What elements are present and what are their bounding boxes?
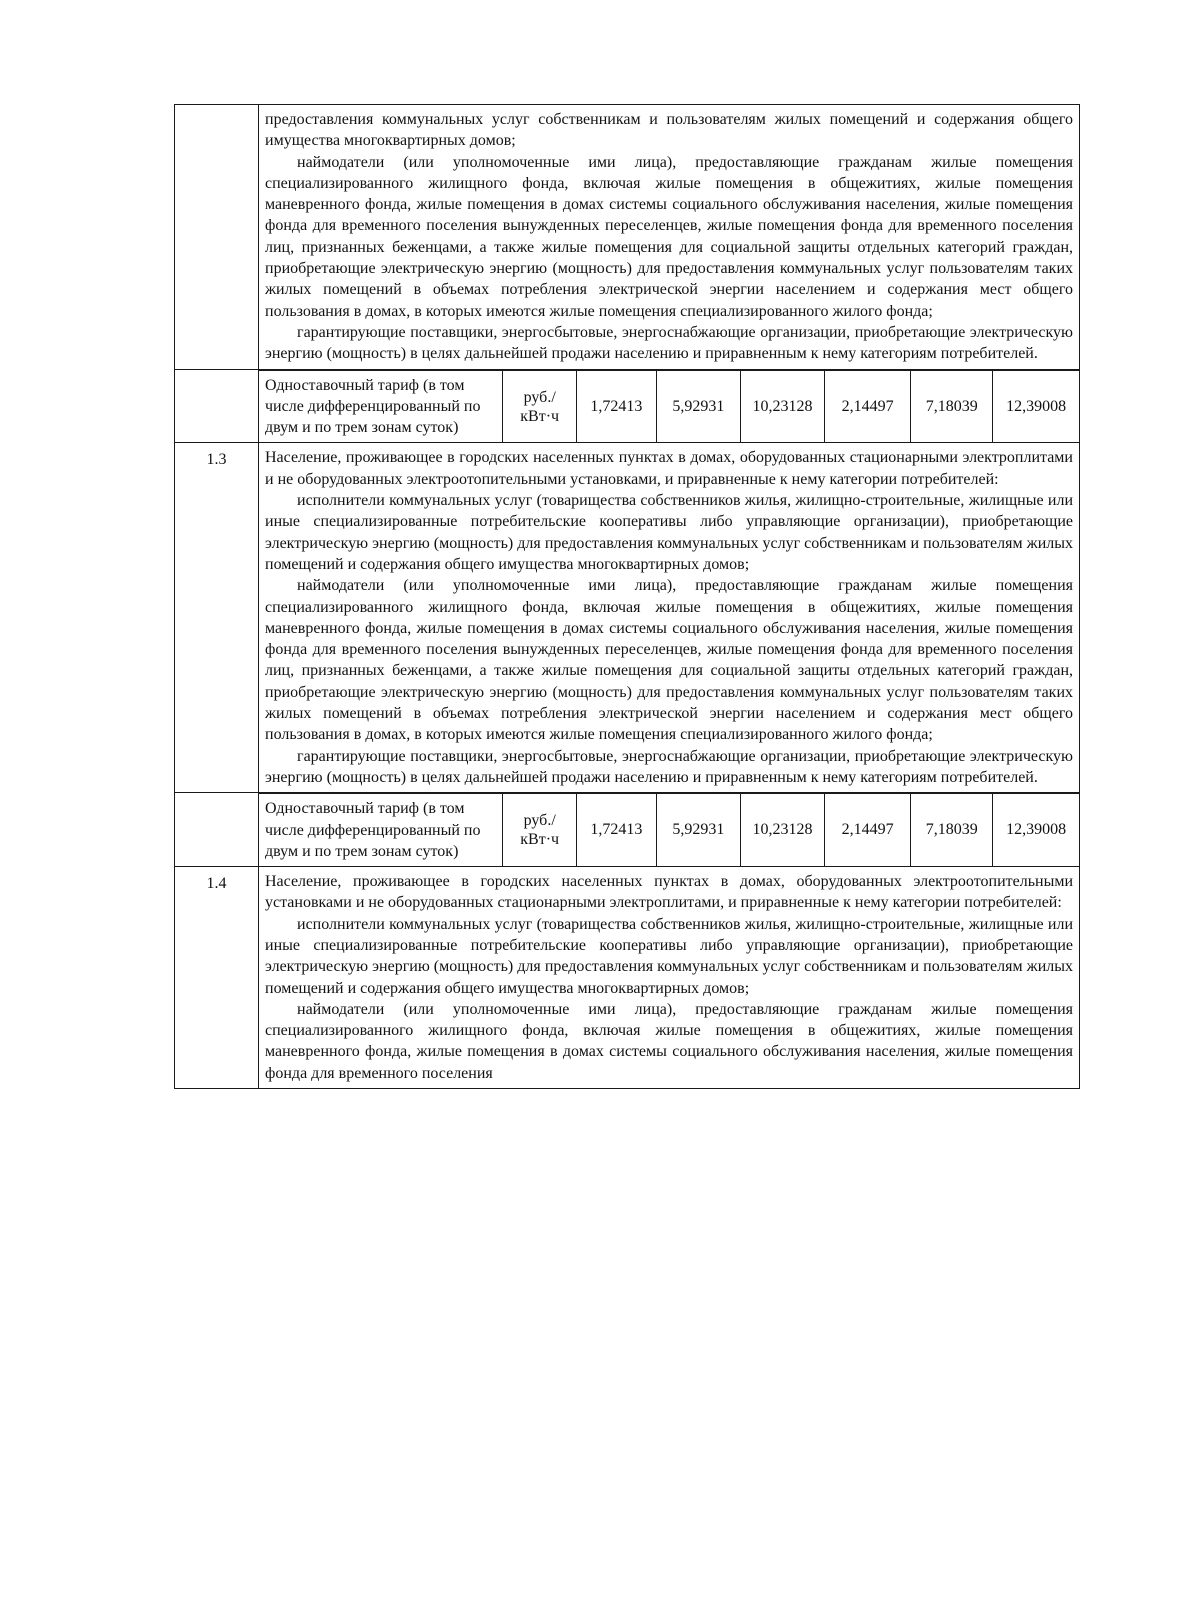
tariff-value: 10,23128 — [740, 370, 824, 442]
row-description — [259, 443, 1080, 793]
tariff-row — [259, 370, 1079, 442]
tariff-cell — [259, 793, 1080, 867]
tariff-label: Одноставочный тариф (в том числе дифференцированный по двум и по трем зонам суток) — [259, 794, 503, 866]
tariff-cell — [259, 369, 1080, 443]
tariff-label: Одноставочный тариф (в том числе дифференцированный по двум и по трем зонам суток) — [259, 370, 503, 442]
description-paragraph: наймодатели (или уполномоченные ими лица), предоставляющие гражданам жилые помещения специализированного жилищного фонда, включая жилые помещения в общежитиях, жилые помещения маневренного фонда, жилые помещения в домах системы социального обслуживания населения, жилые помещения фонда для временного поселения — [265, 1000, 1073, 1082]
tariff-value: 1,72413 — [576, 794, 656, 866]
table-row — [175, 443, 1080, 793]
description-paragraph: гарантирующие поставщики, энергосбытовые, энергоснабжающие организации, приобретающие электрическую энергию (мощность) в целях дальнейшей продажи населению и приравненным к нему категориям потребителей. — [265, 323, 1073, 363]
tariff-value: 10,23128 — [740, 794, 824, 866]
description-paragraph: исполнители коммунальных услуг (товарищества собственников жилья, жилищно-строительные, жилищные или иные специализированные потребительские кооперативы либо управляющие организации), приобретающие электрическую энергию (мощность) для предоставления коммунальных услуг собственникам и пользователям жилых помещений и содержания общего имущества многоквартирных домов; — [265, 492, 1073, 573]
description-paragraph: исполнители коммунальных услуг (товарищества собственников жилья, жилищно-строительные, жилищные или иные специализированные потребительские кооперативы либо управляющие организации), приобретающие электрическую энергию (мощность) для предоставления коммунальных услуг собственникам и пользователям жилых помещений и содержания общего имущества многоквартирных домов; — [265, 915, 1073, 997]
description-paragraph: предоставления коммунальных услуг собственникам и пользователям жилых помещений и содержания общего имущества многоквартирных домов; — [265, 111, 1073, 150]
row-description — [259, 105, 1080, 370]
description-paragraph: Население, проживающее в городских населенных пунктах в домах, оборудованных электроотопительными установками и не оборудованных стационарными электроплитами, и приравненные к нему категории потребителей: — [265, 873, 1073, 912]
tariff-value: 2,14497 — [825, 794, 911, 866]
tariff-row — [259, 794, 1079, 866]
tariff-value: 7,18039 — [911, 794, 993, 866]
tariff-value: 12,39008 — [993, 370, 1079, 442]
table-row — [175, 793, 1080, 867]
tariff-subtable — [259, 370, 1079, 443]
description-paragraph: наймодатели (или уполномоченные ими лица), предоставляющие гражданам жилые помещения специализированного жилищного фонда, включая жилые помещения в общежитиях, жилые помещения маневренного фонда, жилые помещения в домах системы социального обслуживания населения, жилые помещения фонда для временного поселения вынужденных переселенцев, жилые помещения фонда для временного поселения лиц, признанных беженцами, а также жилые помещения для социальной защиты отдельных категорий граждан, приобретающие электрическую энергию (мощность) для предоставления коммунальных услуг пользователям таких жилых помещений в объемах потребления электрической энергии населением и содержания мест общего пользования в домах, в которых имеются жилые помещения специализированного жилого фонда; — [265, 153, 1073, 320]
tariff-subtable — [259, 793, 1079, 866]
tariff-value: 5,92931 — [656, 370, 740, 442]
tariff-unit: руб./ кВт·ч — [503, 370, 577, 442]
description-paragraph: Население, проживающее в городских населенных пунктах в домах, оборудованных стационарными электроплитами и не оборудованных электроотопительными установками, и приравненные к нему категории потребителей: — [265, 449, 1073, 488]
description-paragraph: наймодатели (или уполномоченные ими лица), предоставляющие гражданам жилые помещения специализированного жилищного фонда, включая жилые помещения в общежитиях, жилые помещения маневренного фонда, жилые помещения в домах системы социального обслуживания населения, жилые помещения фонда для временного поселения вынужденных переселенцев, жилые помещения фонда для временного поселения лиц, признанных беженцами, а также жилые помещения для социальной защиты отдельных категорий граждан, приобретающие электрическую энергию (мощность) для предоставления коммунальных услуг пользователям таких жилых помещений в объемах потребления электрической энергии населением и содержания мест общего пользования в домах, в которых имеются жилые помещения специализированного жилого фонда; — [265, 577, 1073, 744]
tariff-value: 7,18039 — [911, 370, 993, 442]
row-number: 1.4 — [175, 867, 259, 1089]
tariff-unit: руб./ кВт·ч — [503, 794, 577, 866]
table-row — [175, 105, 1080, 370]
tariff-value: 2,14497 — [825, 370, 911, 442]
table-row — [175, 867, 1080, 1089]
tariff-value: 12,39008 — [993, 794, 1079, 866]
row-description — [259, 867, 1080, 1089]
tariff-table — [174, 104, 1080, 1089]
tariff-value: 5,92931 — [656, 794, 740, 866]
description-paragraph: гарантирующие поставщики, энергосбытовые, энергоснабжающие организации, приобретающие электрическую энергию (мощность) в целях дальнейшей продажи населению и приравненным к нему категориям потребителей. — [265, 747, 1073, 786]
table-row — [175, 369, 1080, 443]
row-number — [175, 369, 259, 443]
row-number — [175, 793, 259, 867]
row-number — [175, 105, 259, 370]
row-number: 1.3 — [175, 443, 259, 793]
tariff-value: 1,72413 — [576, 370, 656, 442]
